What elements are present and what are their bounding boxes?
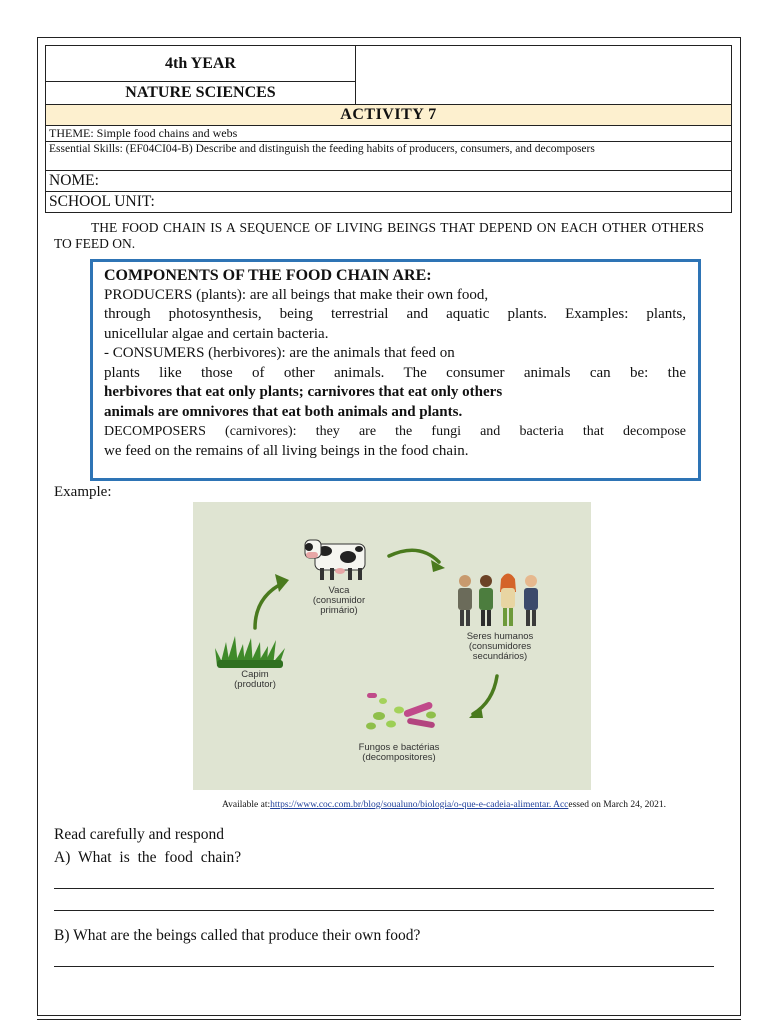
grass-icon	[215, 636, 285, 668]
source-suffix: essed on March 24, 2021.	[568, 800, 666, 810]
skills-row	[46, 142, 731, 171]
humans-icon	[458, 574, 538, 627]
humans-caption-line: (consumidores	[468, 641, 532, 652]
components-line: plants like those of other animals. The consumer animals can be: the	[104, 364, 686, 381]
year-label: 4th YEAR	[46, 46, 355, 82]
header-table	[45, 45, 732, 213]
source-citation	[222, 800, 666, 810]
fungi-bacteria-icon	[366, 693, 436, 730]
answer-line[interactable]	[54, 910, 714, 911]
question-b: B) What are the beings called that produce their own food?	[54, 927, 421, 944]
question-a: A) What is the food chain?	[54, 849, 242, 866]
header-top-row	[46, 46, 731, 105]
grass-caption-line: (produtor)	[234, 679, 276, 690]
food-chain-figure	[193, 502, 591, 790]
fungi-caption-line: Fungos e bactérias	[358, 742, 440, 753]
activity-row	[46, 105, 731, 126]
components-line: through photosynthesis, being terrestrial and aquatic plants. Examples: plants,	[104, 306, 686, 322]
name-row	[46, 171, 731, 192]
school-field-label: SCHOOL UNIT:	[49, 193, 155, 210]
page-bottom-rule	[37, 1019, 741, 1020]
questions-intro: Read carefully and respond	[54, 826, 225, 843]
school-row	[46, 192, 731, 212]
example-label: Example:	[54, 484, 112, 500]
fungi-caption-line: (decompositores)	[362, 752, 436, 763]
components-line-bold: herbivores that eat only plants; carnivores that eat only others	[104, 384, 503, 400]
subject-label: NATURE SCIENCES	[125, 84, 276, 101]
arrow-humans-to-fungi-icon	[473, 676, 497, 714]
components-line: unicellular algae and certain bacteria.	[104, 325, 329, 342]
cow-caption-line: Vaca	[328, 585, 350, 596]
arrowhead-icon	[469, 706, 483, 718]
components-box	[90, 259, 701, 481]
cow-icon	[305, 540, 365, 580]
fungi-caption	[339, 743, 459, 763]
source-prefix: Available at:	[222, 800, 271, 810]
intro-paragraph: THE FOOD CHAIN IS A SEQUENCE OF LIVING BEINGS THAT DEPEND ON EACH OTHER OTHERS TO FEED ON.	[54, 220, 704, 251]
skills-text: Essential Skills: (EF04CI04-B) Describe and distinguish the feeding habits of producers, consumers, and decomposers	[49, 143, 595, 155]
components-line: PRODUCERS (plants): are all beings that make their own food,	[104, 286, 489, 303]
header-blank-cell	[356, 46, 731, 104]
source-link[interactable]: https://www.coc.com.br/blog/soualuno/biologia/o-que-e-cadeia-alimentar. Acc	[270, 800, 569, 810]
answer-line[interactable]	[54, 888, 714, 889]
components-title: COMPONENTS OF THE FOOD CHAIN ARE:	[104, 267, 432, 284]
cow-caption-line: primário)	[320, 605, 358, 616]
components-line: DECOMPOSERS (carnivores): they are the fungi and bacteria that decompose	[104, 424, 686, 439]
components-line: we feed on the remains of all living beings in the food chain.	[104, 442, 469, 459]
name-field-label: NOME:	[49, 172, 99, 189]
cow-caption-line: (consumidor	[312, 595, 366, 606]
header-left-cells	[46, 46, 356, 104]
components-line: - CONSUMERS (herbivores): are the animals that feed on	[104, 345, 455, 361]
cow-caption	[289, 586, 389, 616]
components-line-bold: animals are omnivores that eat both animals and plants.	[104, 403, 463, 420]
humans-caption-line: Seres humanos	[466, 631, 534, 642]
arrow-cow-to-humans-icon	[389, 550, 439, 562]
theme-text: THEME: Simple food chains and webs	[49, 126, 238, 140]
humans-caption-line: secundários)	[472, 651, 528, 662]
theme-row	[46, 126, 731, 142]
arrowhead-icon	[275, 574, 289, 592]
humans-caption	[445, 632, 555, 662]
answer-line[interactable]	[54, 966, 714, 967]
grass-caption-line: Capim	[241, 669, 269, 680]
grass-caption	[215, 670, 295, 690]
activity-title: ACTIVITY 7	[46, 105, 731, 125]
